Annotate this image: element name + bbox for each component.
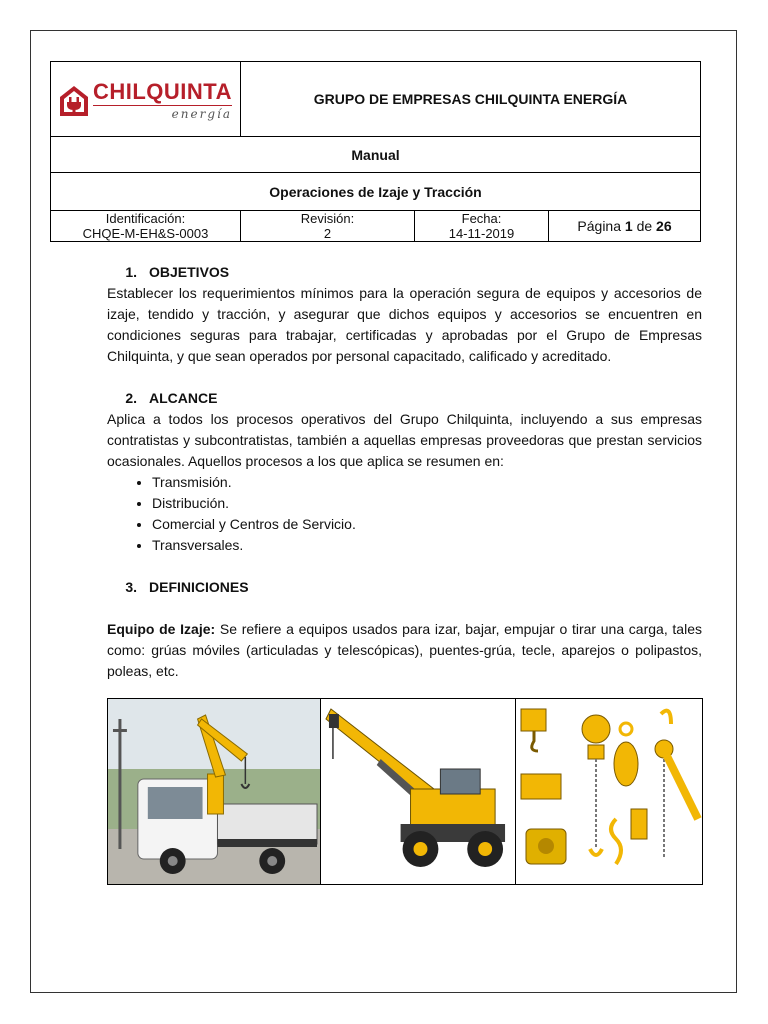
chilquinta-logo xyxy=(51,77,240,121)
pagina-cell xyxy=(549,211,701,242)
identificacion-label: Identificación: xyxy=(105,211,186,226)
list-item: • Transmisión. xyxy=(152,472,702,493)
section-heading-definiciones: 3. DEFINICIONES xyxy=(125,579,249,595)
alcance-text: Aplica a todos los procesos operativos del Grupo Chilquinta, incluyendo a sus empresas contratistas y subcontratistas, también a aquellas empresas proveedoras que prestan servicios ocasionales. Aquellos procesos a los que aplica se resumen en: xyxy=(107,411,702,469)
objetivos-text: Establecer los requerimientos mínimos para la operación segura de equipos y accesorios de izaje, tendido y tracción, y asegurar que dichos equipos y accesorios se encuentren en condiciones seguras para trabajar, certificadas y aprobadas por el Grupo de Empresas Chilquinta, y que sean operados por personal capacitado, calificado y acreditado. xyxy=(107,285,702,364)
definition-text: Se refiere a equipos usados para izar, bajar, empujar o tirar una carga, tales como: grúas móviles (articuladas y telescópicas), puentes-grúa, tecle, aparejos o polipastos, poleas, etc. xyxy=(107,621,702,679)
hoists-and-pulleys-photo xyxy=(516,699,702,884)
alcance-list xyxy=(107,472,702,556)
rough-terrain-crane-photo xyxy=(321,699,516,884)
pagina-total: 26 xyxy=(656,217,672,234)
pagina-label: Página xyxy=(577,217,621,234)
pagina-of: de xyxy=(636,217,653,234)
identificacion-value: CHQE-M-EH&S-0003 xyxy=(82,226,209,241)
document-type: Manual xyxy=(51,137,701,173)
definicion-equipo-izaje xyxy=(107,619,702,682)
definition-term: Equipo de Izaje: xyxy=(107,621,216,637)
document-title: Operaciones de Izaje y Tracción xyxy=(51,173,701,211)
section-heading-alcance: 2. ALCANCE xyxy=(125,390,218,406)
section-heading-objetivos: 1. OBJETIVOS xyxy=(125,264,230,280)
logo-tagline: energía xyxy=(171,107,233,121)
pagina-current: 1 xyxy=(624,217,633,234)
logo-cell xyxy=(51,62,241,137)
identificacion-cell xyxy=(51,211,241,242)
revision-cell xyxy=(241,211,415,242)
plug-icon xyxy=(59,85,89,117)
document-body xyxy=(107,262,702,682)
truck-mounted-crane-photo xyxy=(108,699,321,884)
fecha-cell xyxy=(415,211,549,242)
list-item: • Comercial y Centros de Servicio. xyxy=(152,514,702,535)
fecha-value: 14-11-2019 xyxy=(448,226,515,241)
revision-label: Revisión: xyxy=(300,211,355,226)
list-item: • Distribución. xyxy=(152,493,702,514)
company-name: GRUPO DE EMPRESAS CHILQUINTA ENERGÍA xyxy=(241,62,701,137)
document-header xyxy=(50,61,701,242)
fecha-label: Fecha: xyxy=(461,211,502,226)
equipment-image-strip xyxy=(107,698,703,885)
revision-value: 2 xyxy=(323,226,332,241)
list-item: • Transversales. xyxy=(152,535,702,556)
logo-name: CHILQUINTA xyxy=(92,79,233,104)
